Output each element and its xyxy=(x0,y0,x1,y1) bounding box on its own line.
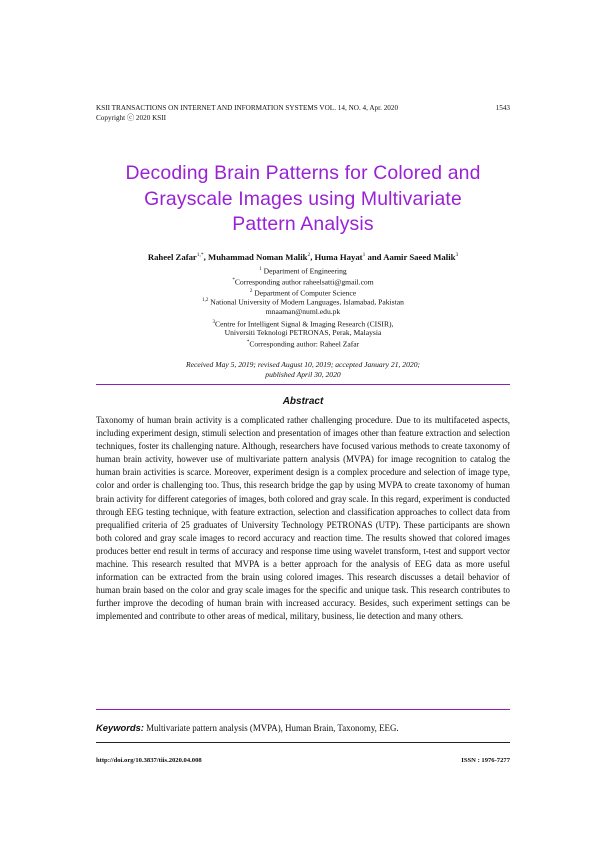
affiliation-mark: * xyxy=(232,278,235,283)
paper-title xyxy=(96,161,510,238)
dates-line-1: Received May 5, 2019; revised August 10, 2019; accepted January 21, 2020; xyxy=(185,360,421,369)
affiliation-line xyxy=(96,307,510,317)
affiliation-line xyxy=(96,265,510,277)
affiliation-email: mnaaman@numl.edu.pk xyxy=(265,307,341,316)
author-affiliation-mark: 3 xyxy=(455,252,459,259)
abstract-bottom-rule xyxy=(96,709,510,710)
doi-link[interactable]: http://doi.org/10.3837/tiis.2020.04.008 xyxy=(96,757,202,764)
affiliation-mark: * xyxy=(246,340,250,345)
copyright-line: Copyright ⓒ 2020 KSII xyxy=(96,114,167,122)
dates-line-2: published April 30, 2020 xyxy=(265,370,341,379)
affiliation-text: Corresponding author raheelsatti@gmail.com xyxy=(234,277,374,287)
author-affiliation-mark: 1,* xyxy=(196,252,204,259)
affiliation-mark: 1,2 xyxy=(202,298,209,303)
journal-name: KSII TRANSACTIONS ON INTERNET AND INFORMATION SYSTEMS VOL. 14, NO. 4, Apr. 2020 xyxy=(96,104,399,112)
affiliation-line xyxy=(96,338,510,350)
affiliation-text: Department of Computer Science xyxy=(252,288,357,298)
affiliation-line xyxy=(96,276,510,288)
affiliation-text: Centre for Intelligent Signal & Imaging Research (CISIR), xyxy=(215,319,394,329)
affiliation-text: Universiti Teknologi PETRONAS, Perak, Malaysia xyxy=(224,328,382,337)
keywords xyxy=(96,722,510,733)
author-separator: and xyxy=(365,252,384,262)
author-name: Aamir Saeed Malik xyxy=(383,252,456,262)
title-line-2: Grayscale Images using Multivariate xyxy=(144,187,462,210)
keywords-label: Keywords: xyxy=(96,722,144,733)
issn: ISSN : 1976-7277 xyxy=(461,757,510,764)
page-number: 1543 xyxy=(495,104,510,112)
author-affiliation-mark: 2 xyxy=(307,252,311,259)
author-separator: , xyxy=(310,252,315,262)
affiliation-mark: 1 xyxy=(259,267,262,272)
affiliation-line xyxy=(96,328,510,338)
author-name: Muhammad Noman Malik xyxy=(208,252,308,262)
abstract-heading: Abstract xyxy=(282,396,324,407)
author-separator: , xyxy=(203,252,209,262)
abstract-text: Taxonomy of human brain activity is a complicated rather challenging procedure. Due to its multifaceted aspects, including experiment design, stimuli selection and presentation of images other than feature extraction and selection techniques, foster its challenging nature. Although, researchers have focused various methods to create taxonomy of human brain activity, however use of multivariate pattern analysis (MVPA) for image recognition to catalog the human brain activities is scarce. Moreover, experiment design is a complex procedure and selection of image type, color and order is challenging too. Thus, this research bridge the gap by using MVPA to create taxonomy of human brain activity for different categories of images, both colored and gray scale. In this regard, experiment is conducted through EEG testing technique, with feature extraction, selection and classification approaches to collect data from prequalified criteria of 25 graduates of University Technology PETRONAS (UTP). These participants are shown both colored and gray scale images to record accuracy and reaction time. The results showed that colored images produces better end result in terms of accuracy and response time using wavelet transform, t-test and support vector machine. This research resulted that MVPA is a better approach for the analysis of EEG data as more useful information can be extracted from the brain using colored images. This research discusses a detail behavior of human brain based on the color and gray scale images for the specific and unique task. This research contributes to further improve the decoding of human brain with increased accuracy. Besides, such experiment settings can be implemented and contribute to other areas of medical, military, business, lie detection and many others. xyxy=(96,415,510,622)
title-line-3: Pattern Analysis xyxy=(232,213,374,235)
footer-rule xyxy=(96,742,510,743)
affiliation-text: Department of Engineering xyxy=(261,266,347,276)
author-list xyxy=(96,252,510,262)
affiliation-mark: 3 xyxy=(212,320,216,325)
abstract-top-rule xyxy=(96,384,510,385)
author-name: Raheel Zafar xyxy=(147,252,197,262)
publication-dates xyxy=(96,360,510,380)
keywords-text: Multivariate pattern analysis (MVPA), Human Brain, Taxonomy, EEG. xyxy=(143,723,399,733)
affiliation-line xyxy=(96,296,510,308)
affiliation-text: Corresponding author: Raheel Zafar xyxy=(249,339,360,349)
author-name: Huma Hayat xyxy=(314,252,363,262)
author-affiliation-mark: 1 xyxy=(362,252,366,259)
affiliation-mark: 2 xyxy=(249,289,253,294)
title-line-1: Decoding Brain Patterns for Colored and xyxy=(125,162,481,184)
affiliation-text: National University of Modern Languages, Islamabad, Pakistan xyxy=(208,297,404,307)
